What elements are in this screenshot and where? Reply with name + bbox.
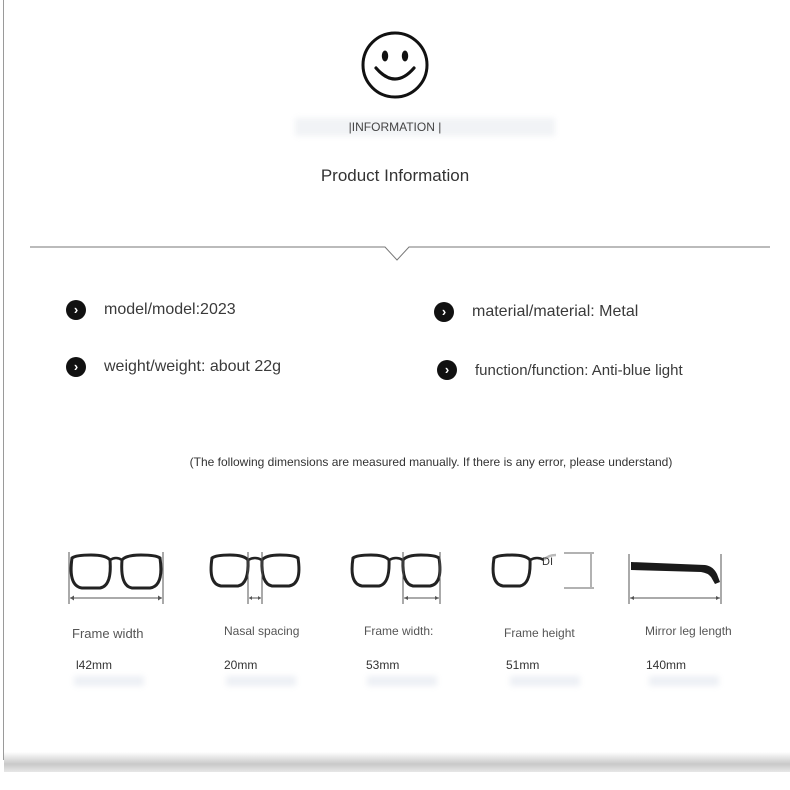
dimension-frame-width [64, 548, 174, 672]
chevron-right-circle-icon: › [437, 360, 457, 380]
dimension-leg-length [625, 548, 735, 672]
spec-item-model [66, 300, 236, 320]
dimension-value: 20mm [224, 658, 258, 672]
spec-function-text: function/function: Anti-blue light [475, 361, 683, 379]
section-label [0, 120, 790, 134]
value-haze [649, 676, 719, 686]
value-haze [367, 676, 437, 686]
dimension-value: 51mm [506, 658, 540, 672]
value-haze [74, 676, 144, 686]
measurement-note: (The following dimensions are measured manually. If there is any error, please understand) [189, 455, 673, 469]
value-haze [226, 676, 296, 686]
value-haze [510, 676, 580, 686]
spec-weight-text: weight/weight: about 22g [104, 358, 282, 375]
spec-item-material [434, 302, 638, 322]
chevron-right-circle-icon: › [434, 302, 454, 322]
dimension-label: Frame height [504, 626, 575, 640]
dimension-nasal-spacing [206, 548, 316, 672]
glasses-nasal-spacing-icon [206, 548, 306, 608]
dimension-value: l42mm [76, 658, 113, 672]
page-title: Product Information [320, 166, 470, 185]
spec-item-function [437, 360, 683, 380]
glasses-temple-length-icon [625, 548, 729, 608]
dimension-value: 53mm [366, 658, 400, 672]
frame-height-marker: DI [542, 556, 553, 568]
glasses-lens-width-icon [347, 548, 447, 608]
section-label-text: |INFORMATION | [348, 120, 442, 134]
spec-model-text: model/model:2023 [104, 301, 236, 318]
dimension-label: Nasal spacing [224, 624, 300, 638]
spec-material-text: material/material: Metal [472, 303, 639, 320]
divider-with-notch [30, 236, 770, 266]
dimension-label: Frame width [72, 626, 144, 641]
glasses-frame-width-icon [64, 548, 168, 608]
dimension-lens-width [347, 548, 457, 672]
footer-shadow-band [4, 752, 790, 772]
smiley-face-icon [360, 30, 430, 100]
dimension-value: 140mm [646, 658, 687, 672]
dimension-label: Mirror leg length [645, 624, 732, 638]
page-left-border [3, 0, 4, 760]
dimension-label: Frame width: [364, 624, 434, 638]
dimension-frame-height [488, 548, 598, 672]
spec-item-weight [66, 357, 281, 377]
chevron-right-circle-icon: › [66, 357, 86, 377]
chevron-right-circle-icon: › [66, 300, 86, 320]
